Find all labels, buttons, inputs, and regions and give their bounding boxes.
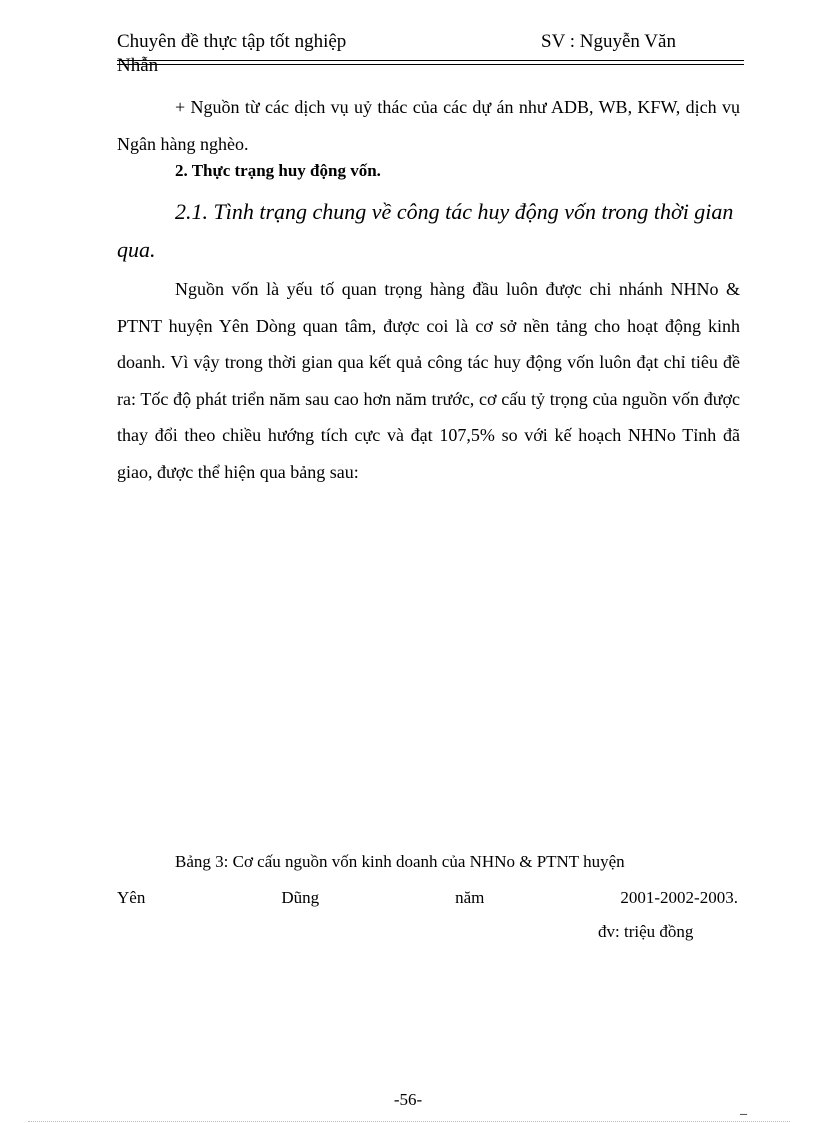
caption-word: Yên (117, 888, 146, 907)
table-caption-line1: Bảng 3: Cơ cấu nguồn vốn kinh doanh của NHNo & PTNT huyện (175, 852, 625, 871)
header-author: SV : Nguyễn Văn (541, 31, 676, 52)
bullet-paragraph: + Nguồn từ các dịch vụ uỷ thác của các dự án như ADB, WB, KFW, dịch vụ Ngân hàng nghèo. (117, 97, 740, 154)
caption-word: Dũng (281, 888, 320, 907)
caption-word: năm (455, 888, 485, 907)
footer-dotted-rule (28, 1121, 790, 1122)
trailing-mark: _ (740, 1102, 747, 1117)
body-paragraph: Nguồn vốn là yếu tố quan trọng hàng đầu luôn được chi nhánh NHNo & PTNT huyện Yên Dòng quan tâm, được coi là cơ sở nền tảng cho hoạt động kinh doanh. Vì vậy trong thời gian qua kết quả công tác huy động vốn luôn đạt chỉ tiêu đề ra: Tốc độ phát triển năm sau cao hơn năm trước, cơ cấu tỷ trọng của nguồn vốn được thay đổi theo chiều hướng tích cực và đạt 107,5% so với kế hoạch NHNo Tỉnh đã giao, được thể hiện qua bảng sau: (117, 279, 740, 482)
header-title: Chuyên đề thực tập tốt nghiệp (117, 31, 347, 52)
section-heading: 2. Thực trạng huy động vốn. (175, 161, 381, 180)
caption-word: 2001-2002-2003. (620, 888, 738, 907)
table-unit-note: đv: triệu đồng (598, 922, 694, 941)
header-rule-thick (117, 60, 744, 61)
subsection-heading: 2.1. Tình trạng chung về công tác huy động vốn trong thời gian qua. (117, 199, 734, 262)
page-number: -56- (393, 1090, 423, 1109)
table-caption-line2 (117, 888, 738, 908)
header-author-continuation: Nhẫn (117, 55, 159, 76)
header-rule-thin (117, 64, 744, 65)
